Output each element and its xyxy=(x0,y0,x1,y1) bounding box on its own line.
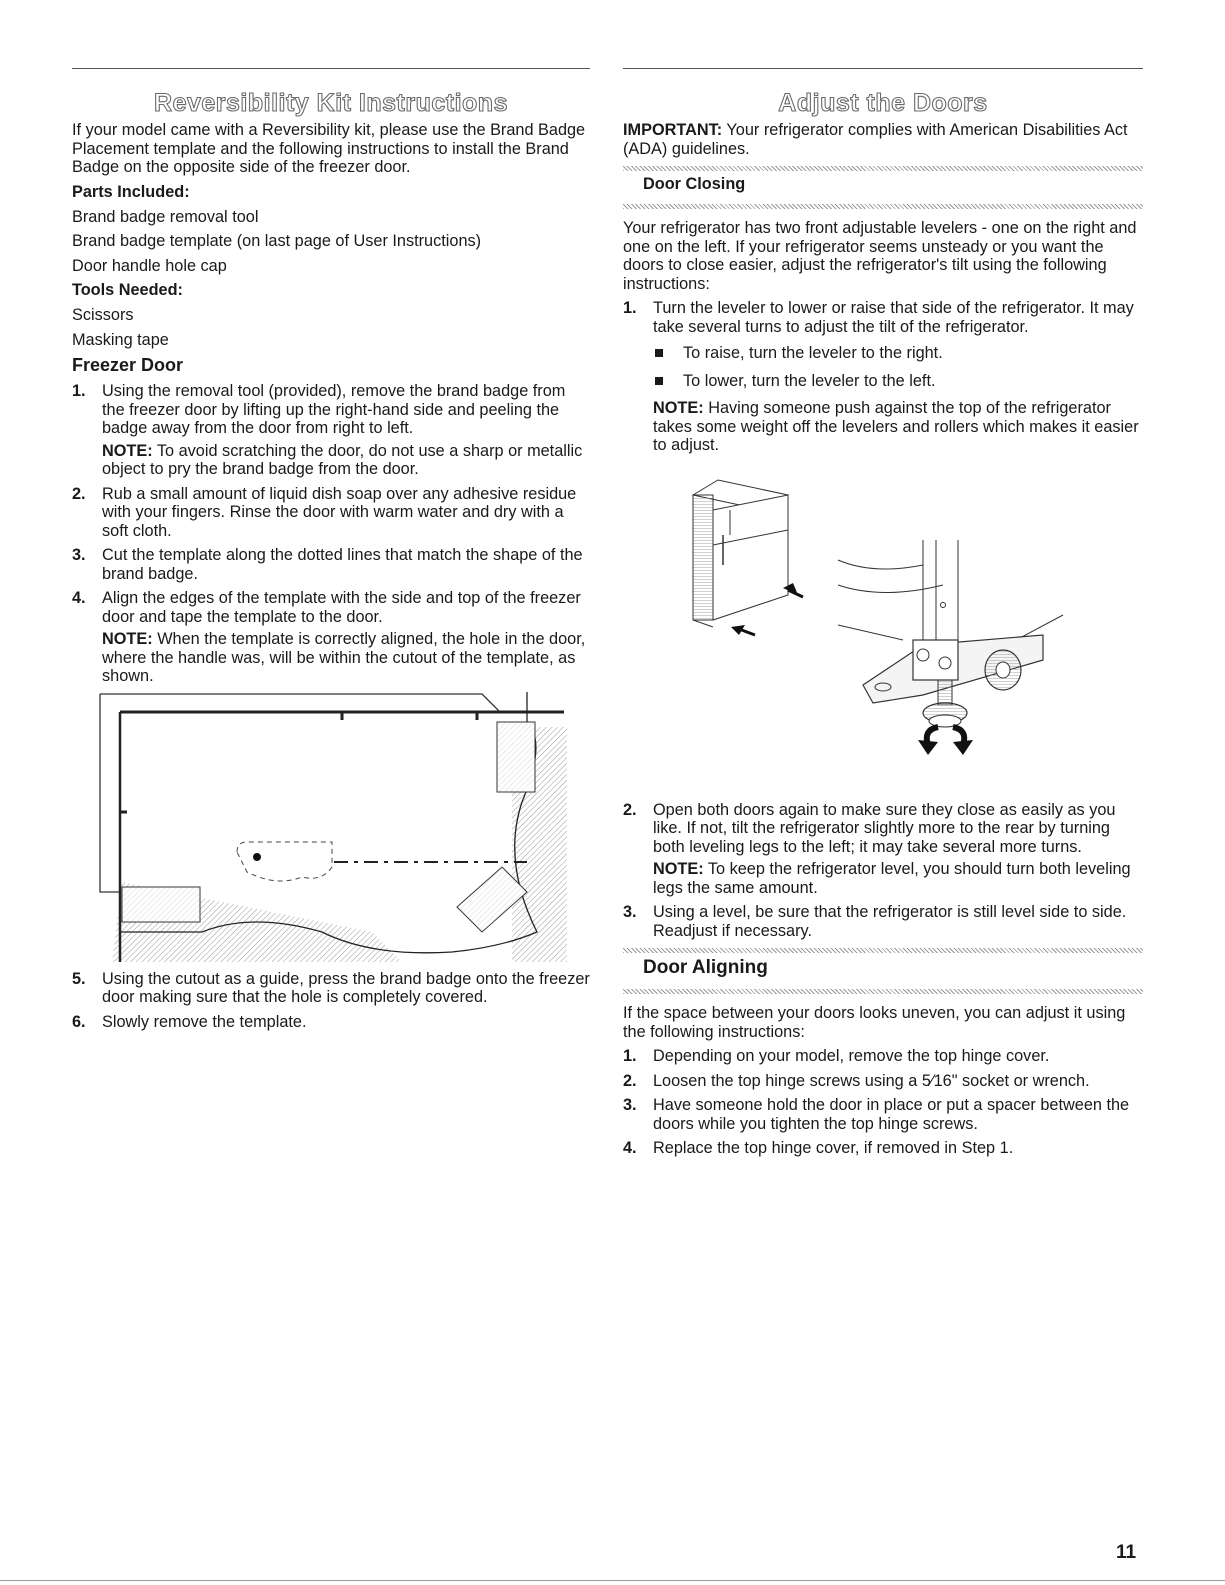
step-number: 2. xyxy=(72,484,86,503)
step-number: 3. xyxy=(623,903,637,921)
freezer-steps-continued xyxy=(72,970,590,1032)
note-label: NOTE: xyxy=(653,399,704,417)
list-item xyxy=(72,485,590,541)
list-item xyxy=(72,382,590,479)
door-closing-banner xyxy=(623,166,1143,209)
step-number: 4. xyxy=(623,1139,637,1157)
bullet-list xyxy=(653,344,1143,390)
tools-item: Masking tape xyxy=(72,330,169,349)
list-item xyxy=(72,1013,590,1032)
intro-paragraph: If your model came with a Reversibility kit, please use the Brand Badge Placement template and the following instructions to install the Brand Badge on the opposite side of the freezer door. xyxy=(72,121,586,176)
step-text: Slowly remove the template. xyxy=(102,1012,307,1031)
closing-steps-continued xyxy=(623,801,1143,941)
hatch-divider xyxy=(623,989,1143,994)
bullet-item: To lower, turn the leveler to the left. xyxy=(653,372,1143,391)
note-text: To avoid scratching the door, do not use a sharp or metallic object to pry the brand badge from the door. xyxy=(102,441,583,478)
step-text: Loosen the top hinge screws using a 5⁄16" socket or wrench. xyxy=(653,1071,1090,1090)
list-item xyxy=(72,589,590,686)
list-item xyxy=(72,970,590,1007)
step-number: 3. xyxy=(623,1096,637,1114)
step-number: 5. xyxy=(72,969,86,988)
list-item xyxy=(623,1096,1143,1133)
list-item xyxy=(623,801,1143,898)
bullet-item: To raise, turn the leveler to the right. xyxy=(653,344,1143,363)
step-text: Using the cutout as a guide, press the brand badge onto the freezer door making sure that the hole is completely covered. xyxy=(102,969,590,1006)
note xyxy=(102,630,590,686)
step-number: 2. xyxy=(623,800,637,819)
leveler-illustration xyxy=(623,465,1143,785)
freezer-door-heading: Freezer Door xyxy=(72,355,184,375)
right-column xyxy=(623,68,1143,1164)
step-number: 1. xyxy=(72,382,86,400)
step-number: 2. xyxy=(623,1071,637,1090)
step-number: 3. xyxy=(72,546,86,564)
aligning-steps xyxy=(623,1047,1143,1158)
step-number: 6. xyxy=(72,1012,86,1031)
door-closing-heading: Door Closing xyxy=(643,175,746,193)
step-text: Turn the leveler to lower or raise that side of the refrigerator. It may take several turns to adjust the tilt of the refrigerator. xyxy=(653,299,1134,336)
tools-heading: Tools Needed: xyxy=(72,281,183,299)
parts-heading: Parts Included: xyxy=(72,182,190,201)
note-label: NOTE: xyxy=(102,630,153,648)
note xyxy=(102,442,590,479)
list-item xyxy=(623,1072,1143,1091)
section-title-adjust-doors: Adjust the Doors xyxy=(778,89,988,117)
note-label: NOTE: xyxy=(102,441,153,460)
list-item xyxy=(623,1139,1143,1158)
aligning-intro: If the space between your doors looks uneven, you can adjust it using the following instructions: xyxy=(623,1004,1126,1041)
parts-item: Brand badge template (on last page of User Instructions) xyxy=(72,232,482,250)
parts-item: Door handle hole cap xyxy=(72,256,227,275)
left-column xyxy=(72,68,590,1037)
top-rule xyxy=(623,68,1143,69)
door-aligning-banner xyxy=(623,948,1143,994)
note-text: When the template is correctly aligned, the hole in the door, where the handle was, will be within the cutout of the template, as shown. xyxy=(102,630,586,685)
note-text: To keep the refrigerator level, you should turn both leveling legs the same amount. xyxy=(653,860,1131,897)
step-text: Using the removal tool (provided), remove the brand badge from the freezer door by lifting up the right-hand side and peeling the badge away from the door from right to left. xyxy=(102,382,566,437)
hatch-divider xyxy=(623,204,1143,209)
important-label: IMPORTANT: xyxy=(623,121,723,139)
note-label: NOTE: xyxy=(653,860,704,878)
top-rule xyxy=(72,68,590,69)
section-title-reversibility: Reversibility Kit Instructions xyxy=(154,89,508,117)
door-aligning-heading: Door Aligning xyxy=(643,957,768,978)
step-text: Depending on your model, remove the top hinge cover. xyxy=(653,1047,1050,1065)
step-number: 1. xyxy=(623,299,637,317)
step-text: Align the edges of the template with the side and top of the freezer door and tape the template to the door. xyxy=(102,589,581,626)
step-text: Replace the top hinge cover, if removed in Step 1. xyxy=(653,1139,1014,1157)
bottom-rule xyxy=(0,1580,1225,1581)
step-text: Have someone hold the door in place or put a spacer between the doors while you tighten the top hinge screws. xyxy=(653,1096,1130,1133)
important-text: Your refrigerator complies with American Disabilities Act (ADA) guidelines. xyxy=(623,121,1128,158)
step-number: 4. xyxy=(72,589,86,607)
step-text: Open both doors again to make sure they close as easily as you like. If not, tilt the refrigerator slightly more to the rear by turning both leveling legs to the left; it may take several more turns. xyxy=(653,800,1116,856)
template-illustration xyxy=(72,692,590,962)
page-number: 11 xyxy=(1116,1542,1137,1563)
freezer-steps xyxy=(72,382,590,686)
closing-intro: Your refrigerator has two front adjustable levelers - one on the right and one on the left. If your refrigerator seems unsteady or you want the doors to close easier, adjust the refrigerator's tilt using the following instructions: xyxy=(623,219,1137,293)
step-number: 1. xyxy=(623,1047,637,1065)
note-text: Having someone push against the top of the refrigerator takes some weight off the levelers and rollers which makes it easier to adjust. xyxy=(653,399,1139,454)
step-text: Rub a small amount of liquid dish soap over any adhesive residue with your fingers. Rinse the door with warm water and dry with a soft cloth. xyxy=(102,484,577,540)
step-text: Cut the template along the dotted lines that match the shape of the brand badge. xyxy=(102,546,583,583)
note xyxy=(653,399,1143,455)
tools-item: Scissors xyxy=(72,306,134,324)
closing-steps xyxy=(623,299,1143,455)
list-item xyxy=(623,299,1143,455)
list-item xyxy=(623,903,1143,940)
step-text: Using a level, be sure that the refrigerator is still level side to side. Readjust if necessary. xyxy=(653,903,1127,940)
important-paragraph xyxy=(623,121,1143,158)
list-item xyxy=(72,546,590,583)
list-item xyxy=(623,1047,1143,1066)
parts-item: Brand badge removal tool xyxy=(72,207,259,226)
note xyxy=(653,860,1143,897)
